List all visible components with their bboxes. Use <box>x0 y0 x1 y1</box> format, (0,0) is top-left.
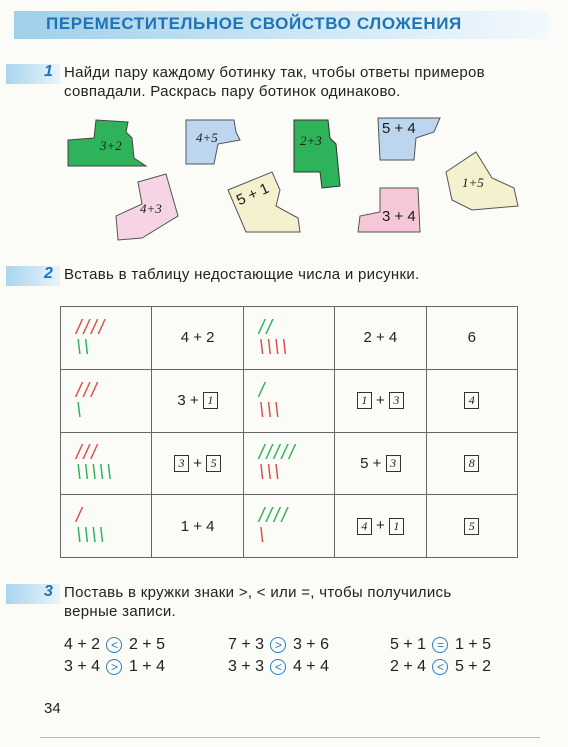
sticks-top: ///// <box>258 442 297 465</box>
sticks-bottom: \\\\ <box>258 336 290 359</box>
sticks-top: / <box>76 505 84 528</box>
answer-box[interactable]: 3 <box>386 455 401 472</box>
page-title: ПЕРЕМЕСТИТЕЛЬНОЕ СВОЙСТВО СЛОЖЕНИЯ <box>46 14 462 33</box>
table-cell-sticks <box>61 369 152 432</box>
shoe-5-label: 1+5 <box>462 175 484 190</box>
task-1-line-1: Найди пару каждому ботинку так, чтобы ответы примеров <box>64 64 485 81</box>
answer-box[interactable]: 8 <box>464 455 479 472</box>
answer-box[interactable]: 4 <box>357 518 372 535</box>
answer-box[interactable]: 5 <box>464 518 479 535</box>
table-cell-sticks <box>61 432 152 495</box>
plus-sign: + <box>375 391 385 409</box>
sticks-top: //// <box>76 316 107 339</box>
sign-circle[interactable]: = <box>432 637 448 653</box>
page-number: 34 <box>44 700 61 717</box>
task-1-number: 1 <box>44 63 53 80</box>
table-cell-result: 6 <box>426 307 517 370</box>
task-2-text: Вставь в таблицу недостающие числа и рисунки. <box>64 266 420 283</box>
table-cell-expression <box>335 432 426 495</box>
shoe-8-label: 3 + 4 <box>382 208 416 225</box>
sticks-top: /// <box>76 379 99 402</box>
plus-sign: + <box>193 454 202 472</box>
task-3-line-2: верные записи. <box>64 603 177 620</box>
expr-text: 3 + <box>177 391 199 409</box>
task-2-number: 2 <box>44 265 53 282</box>
sign-circle[interactable]: < <box>106 637 122 653</box>
sticks-top: // <box>258 316 274 339</box>
plus-sign: + <box>375 517 385 535</box>
table-cell-expression <box>335 369 426 432</box>
comparison-left: 4 + 2 <box>64 636 101 653</box>
table-cell-expression: 4 + 2 <box>152 307 243 370</box>
table-cell-result <box>426 432 517 495</box>
table-row <box>61 495 518 558</box>
bottom-divider <box>40 737 540 738</box>
sticks-top: //// <box>258 505 290 528</box>
comparison-4 <box>228 658 329 676</box>
table-cell-sticks <box>243 369 334 432</box>
table-row <box>61 369 518 432</box>
shoe-1-label: 3+2 <box>100 138 122 153</box>
answer-box[interactable]: 1 <box>389 518 404 535</box>
comparison-right: 2 + 5 <box>128 636 165 653</box>
comparison-left: 7 + 3 <box>228 636 265 653</box>
comparison-right: 4 + 4 <box>292 658 329 675</box>
task-1-line-2: совпадали. Раскрась пару ботинок одинаково. <box>64 83 401 100</box>
sticks-bottom: \\ <box>76 336 92 359</box>
sign-circle[interactable]: > <box>106 659 122 675</box>
table-cell-sticks <box>61 495 152 558</box>
sign-circle[interactable]: > <box>270 637 286 653</box>
table-cell-sticks <box>243 432 334 495</box>
sticks-top: /// <box>76 442 99 465</box>
shoe-7-label: 5 + 1 <box>234 179 272 210</box>
comparison-5 <box>390 636 491 654</box>
table-cell-sticks <box>61 307 152 370</box>
table-cell-result <box>426 369 517 432</box>
sticks-top: / <box>258 379 267 402</box>
answer-box[interactable]: 1 <box>203 392 218 409</box>
shoe-6-label: 4+3 <box>140 201 162 216</box>
answer-box[interactable]: 4 <box>464 392 479 409</box>
sticks-bottom: \\\ <box>258 399 282 422</box>
task-3-line-1: Поставь в кружки знаки >, < или =, чтобы получились <box>64 584 452 601</box>
comparison-right: 5 + 2 <box>454 658 491 675</box>
table-row <box>61 432 518 495</box>
comparison-left: 2 + 4 <box>390 658 427 675</box>
table-cell-sticks <box>243 495 334 558</box>
sticks-bottom: \ <box>76 399 84 422</box>
comparison-left: 3 + 3 <box>228 658 265 675</box>
table-cell-sticks <box>243 307 334 370</box>
comparison-left: 5 + 1 <box>390 636 427 653</box>
table-cell-expression <box>152 369 243 432</box>
sign-circle[interactable]: < <box>432 659 448 675</box>
sticks-bottom: \ <box>258 525 267 548</box>
comparison-3 <box>228 636 329 654</box>
answer-box[interactable]: 3 <box>174 455 189 472</box>
expr-text: 5 + <box>360 454 382 472</box>
answer-box[interactable]: 5 <box>206 455 221 472</box>
sticks-bottom: \\\\ <box>76 525 107 548</box>
answer-box[interactable]: 3 <box>389 392 404 409</box>
comparison-right: 3 + 6 <box>292 636 329 653</box>
sign-circle[interactable]: < <box>270 659 286 675</box>
comparison-right: 1 + 4 <box>128 658 165 675</box>
shoe-4-label: 5 + 4 <box>382 120 416 137</box>
table-row <box>61 307 518 370</box>
table-cell-expression: 1 + 4 <box>152 495 243 558</box>
answer-box[interactable]: 1 <box>357 392 372 409</box>
shoe-2-label: 4+5 <box>196 130 218 145</box>
comparison-left: 3 + 4 <box>64 658 101 675</box>
comparison-2 <box>64 658 165 676</box>
table-cell-expression: 2 + 4 <box>335 307 426 370</box>
sticks-bottom: \\\\\ <box>76 462 114 485</box>
comparison-6 <box>390 658 491 676</box>
table-cell-expression <box>152 432 243 495</box>
table-cell-expression <box>335 495 426 558</box>
addition-table <box>60 306 518 558</box>
task-3-number: 3 <box>44 583 53 600</box>
table-cell-result <box>426 495 517 558</box>
comparison-right: 1 + 5 <box>454 636 491 653</box>
comparison-1 <box>64 636 165 654</box>
shoe-3-label: 2+3 <box>300 133 322 148</box>
sticks-bottom: \\\ <box>258 462 282 485</box>
